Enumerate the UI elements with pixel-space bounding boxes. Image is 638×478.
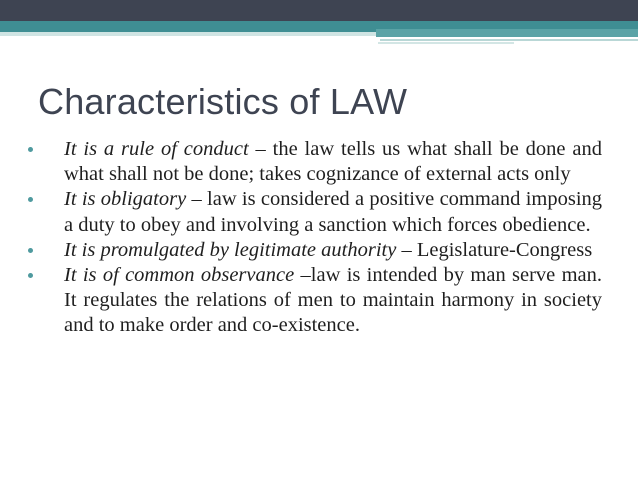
bullet-text: –law is intended by man serve man. It regulates the relations of men to maintain harmony in society and to make order and co-existence.: [64, 264, 603, 337]
slide-title: Characteristics of LAW: [38, 81, 408, 122]
header-line-2: [378, 42, 514, 44]
header-band-accent: [376, 29, 638, 37]
bullet-term: It is obligatory: [64, 188, 187, 211]
bullet-term: It is a rule of conduct: [64, 138, 249, 160]
bullet-text: – Legislature-Congress: [396, 238, 593, 261]
header-band-dark: [0, 0, 638, 21]
header-band-light: [0, 32, 380, 36]
bullet-list: [28, 137, 602, 339]
bullet-dot-icon: [28, 248, 33, 253]
bullet-item-rule-of-conduct: [28, 137, 602, 187]
bullet-text: – the law tells us what shall be done and what shall not be done; takes cognizance of external acts only: [64, 138, 602, 186]
bullet-item-common-observance: [28, 263, 602, 339]
bullet-dot-icon: [28, 197, 33, 202]
bullet-item-obligatory: [28, 187, 602, 237]
header-line-1: [380, 39, 638, 41]
bullet-dot-icon: [28, 147, 33, 152]
bullet-term: It is promulgated by legitimate authority: [64, 238, 397, 261]
bullet-item-promulgated: [28, 238, 602, 263]
bullet-dot-icon: [28, 273, 33, 278]
bullet-term: It is of common observance: [64, 264, 295, 287]
bullet-text: – law is considered a positive command imposing a duty to obey and involving a sanction which forces obedience.: [64, 188, 603, 236]
